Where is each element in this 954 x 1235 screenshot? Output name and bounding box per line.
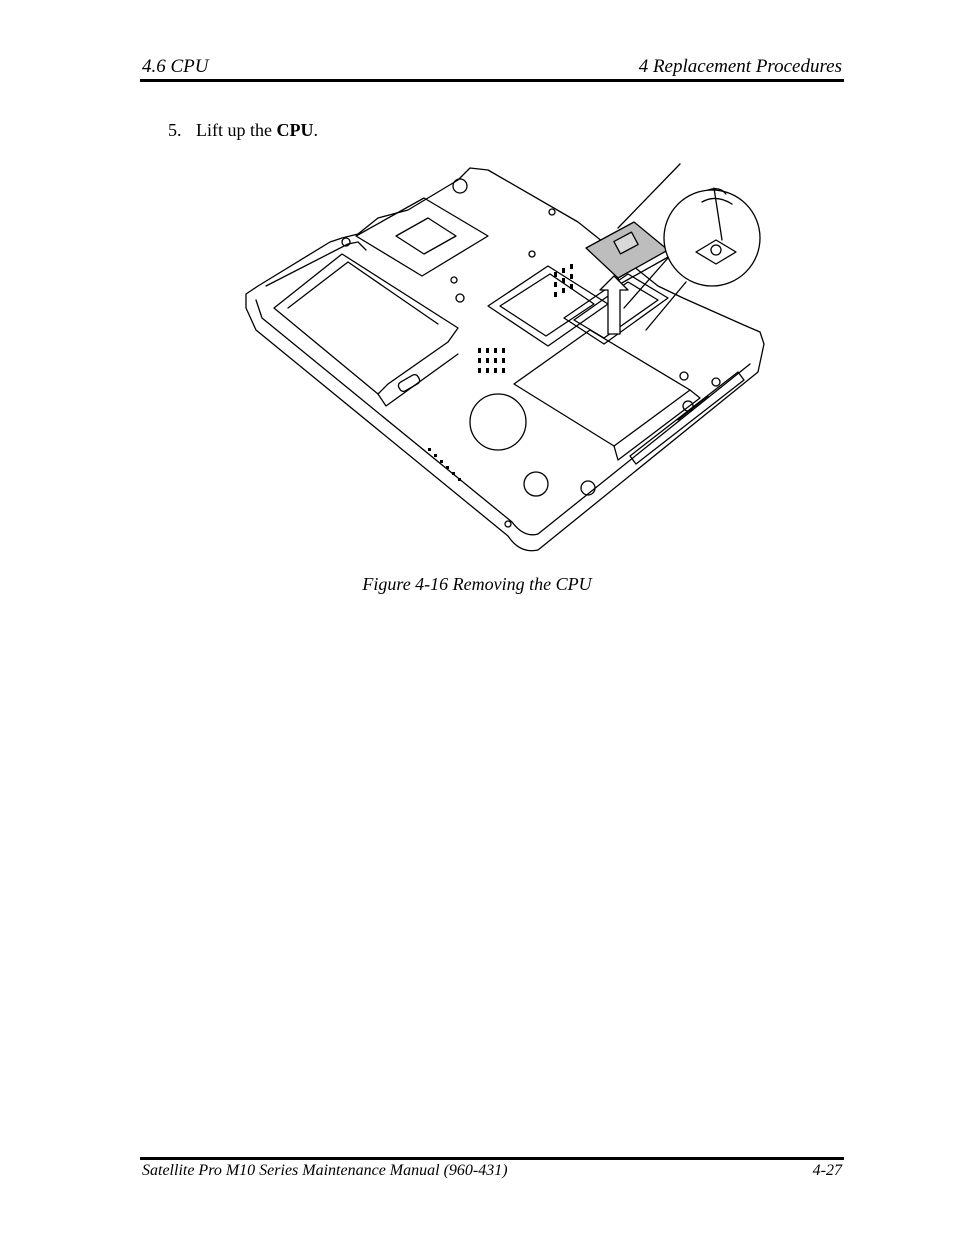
hdd-cover: [514, 330, 690, 446]
header-rule: [140, 79, 844, 82]
step-number: 5.: [168, 120, 182, 140]
figure-caption: Figure 4-16 Removing the CPU: [362, 574, 592, 594]
cpu-removal-illustration: [238, 158, 768, 558]
step-text-before: Lift up the: [196, 120, 277, 140]
step-5: [168, 120, 318, 141]
callout-magnifier: [664, 190, 760, 286]
footer-rule: [140, 1157, 844, 1160]
memory-cover: [356, 198, 488, 276]
label-circle: [470, 394, 526, 450]
footer-page-number: 4-27: [812, 1162, 842, 1179]
step-bold-term: CPU: [276, 120, 314, 140]
page-footer: [140, 1162, 844, 1184]
step-text-after: .: [313, 120, 318, 140]
header-section: 4.6 CPU: [142, 56, 209, 77]
header-chapter: 4 Replacement Procedures: [638, 56, 842, 77]
footer-manual-title: Satellite Pro M10 Series Maintenance Manual (960-431): [142, 1162, 508, 1179]
